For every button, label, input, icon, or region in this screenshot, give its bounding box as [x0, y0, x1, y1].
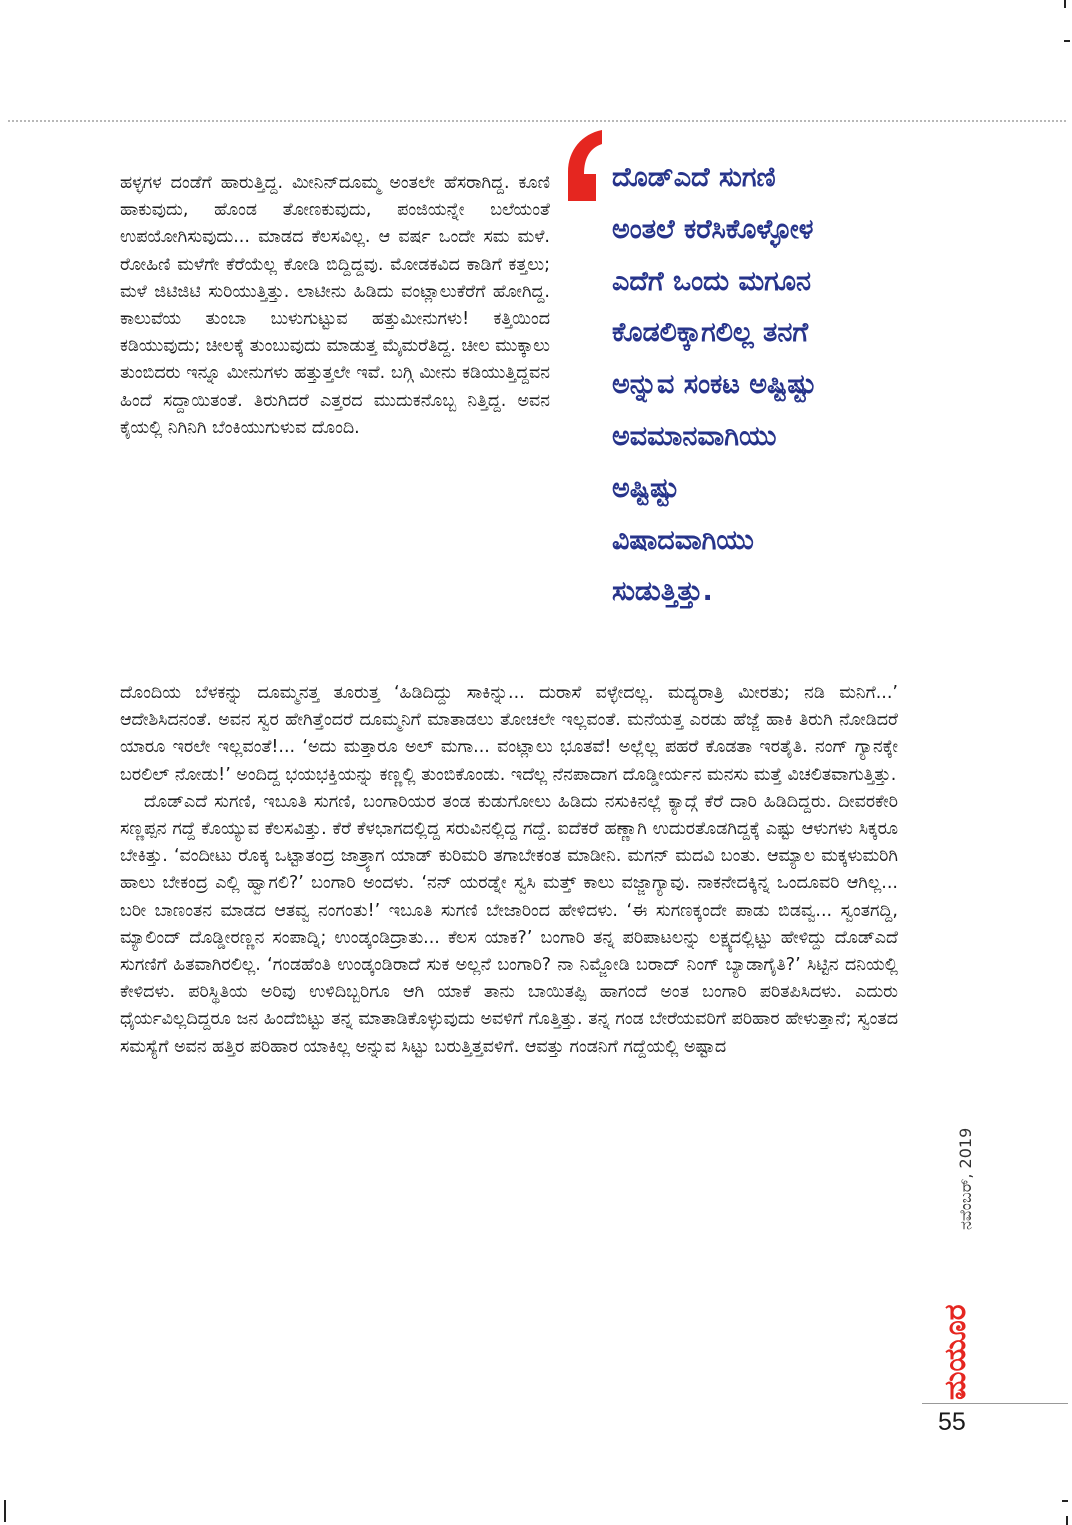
article-paragraph: ಹಳ್ಳಗಳ ದಂಡೆಗೆ ಹಾರುತ್ತಿದ್ದ. ಮೀನಿನ್‌ದೂಮ್ಮ ಅಂತಲೇ ಹೆಸರಾಗಿದ್ದ. ಕೂಣಿ ಹಾಕುವುದು, ಹೊಂಡ ತೋಣಕುವುದು, ಪಂಜಿಯನ್ನೇ ಬಲೆಯಂತೆ ಉಪಯೋಗಿಸುವುದು... ಮಾಡದ ಕೆಲಸವಿಲ್ಲ. ಆ ವರ್ಷ ಒಂದೇ ಸಮ ಮಳೆ. ರೋಹಿಣಿ ಮಳೆಗೇ ಕೆರೆಯೆಲ್ಲ ಕೋಡಿ ಬಿದ್ದಿದ್ದವು. ಮೋಡಕವಿದ ಕಾಡಿಗೆ ಕತ್ತಲು; ಮಳೆ ಜಿಟಿಜಿಟಿ ಸುರಿಯುತ್ತಿತ್ತು. ಲಾಟೀನು ಹಿಡಿದು ವಂಟ್ಲಾಲುಕೆರೆಗೆ ಹೋಗಿದ್ದ. ಕಾಲುವೆಯ ತುಂಬಾ ಬುಳುಗುಟ್ಟುವ ಹತ್ತುಮೀನುಗಳು! ಕತ್ತಿಯಿಂದ ಕಡಿಯುವುದು; ಚೀಲಕ್ಕೆ ತುಂಬುವುದು ಮಾಡುತ್ತ ಮೈಮರೆತಿದ್ದ. ಚೀಲ ಮುಕ್ಕಾಲು ತುಂಬಿದರು ಇನ್ನೂ ಮೀನುಗಳು ಹತ್ತುತ್ತಲೇ ಇವೆ. ಬಗ್ಗಿ ಮೀನು ಕಡಿಯುತ್ತಿದ್ದವನ ಹಿಂದೆ ಸದ್ದಾಯಿತಂತೆ. ತಿರುಗಿದರೆ ಎತ್ತರದ ಮುದುಕನೊಬ್ಬ ನಿತ್ತಿದ್ದ. ಅವನ ಕೈಯಲ್ಲಿ ನಿಗಿನಿಗಿ ಬೆಂಕಿಯುಗುಳುವ ದೊಂದಿ. [120, 173, 550, 438]
crop-mark [1066, 1516, 1068, 1525]
pull-quote [612, 152, 942, 618]
page-number: 55 [938, 1408, 966, 1436]
quote-mark-icon [562, 128, 604, 203]
crop-mark [1064, 0, 1066, 8]
crop-mark [4, 1500, 6, 1522]
article-body [120, 680, 898, 1061]
pull-quote-line: ಅಂತಲೆ ಕರೆಸಿಕೊಳ್ಳೋಳ [612, 213, 814, 245]
page-number-rule [922, 1403, 1068, 1404]
article-paragraph: ದೊಂದಿಯ ಬೆಳಕನ್ನು ದೂಮ್ಮನತ್ತ ತೂರುತ್ತ ‘ಹಿಡಿದಿದ್ದು ಸಾಕಿನ್ನು... ದುರಾಸೆ ವಳ್ಳೇದಲ್ಲ. ಮದ್ಯರಾತ್ರಿ ಮೀರತು; ನಡಿ ಮನಿಗೆ...’ ಆದೇಶಿಸಿದನಂತೆ. ಅವನ ಸ್ವರ ಹೇಗಿತ್ತೆಂದರೆ ದೂಮ್ಮನಿಗೆ ಮಾತಾಡಲು ತೋಚಲೇ ಇಲ್ಲವಂತೆ. ಮನೆಯತ್ತ ಎರಡು ಹೆಜ್ಜೆ ಹಾಕಿ ತಿರುಗಿ ನೋಡಿದರೆ ಯಾರೂ ಇರಲೇ ಇಲ್ಲವಂತೆ!... ‘ಅದು ಮತ್ತಾರೂ ಅಲ್ ಮಗಾ... ವಂಟ್ಲಾಲು ಭೂತವೆ! ಅಲ್ಲೆಲ್ಲ ಪಹರೆ ಕೊಡತಾ ಇರತೈತಿ. ನಂಗ್ ಗ್ಯಾನಕ್ಕೇ ಬರಲಿಲ್ ನೋಡು!’ ಅಂದಿದ್ದ ಭಯಭಕ್ತಿಯನ್ನು ಕಣ್ಣಲ್ಲಿ ತುಂಬಿಕೊಂಡು. ಇದೆಲ್ಲ ನೆನಪಾದಾಗ ದೊಡ್ಡೀರ್ಯನ ಮನಸು ಮತ್ತೆ ವಿಚಲಿತವಾಗುತ್ತಿತ್ತು. [120, 683, 898, 785]
magazine-logo: ಮಯೂರ [938, 1304, 973, 1400]
article-paragraph: ದೊಡ್‌ಎದೆ ಸುಗಣಿ, ಇಬೂತಿ ಸುಗಣಿ, ಬಂಗಾರಿಯರ ತಂಡ ಕುಡುಗೋಲು ಹಿಡಿದು ನಸುಕಿನಲ್ಲೆ ಕ್ಯಾದ್ಗೆ ಕೆರೆ ದಾರಿ ಹಿಡಿದಿದ್ದರು. ದೀವರಕೇರಿ ಸಣ್ಣಪ್ಪನ ಗದ್ದೆ ಕೊಯ್ಯುವ ಕೆಲಸವಿತ್ತು. ಕೆರೆ ಕೆಳಭಾಗದಲ್ಲಿದ್ದ ಸರುವಿನಲ್ಲಿದ್ದ ಗದ್ದೆ. ಐದೆಕರೆ ಹಣ್ಣಾಗಿ ಉದುರತೊಡಗಿದ್ದಕ್ಕೆ ಎಷ್ಟು ಆಳುಗಳು ಸಿಕ್ಕರೂ ಬೇಕಿತ್ತು. ‘ವಂದೀಟು ರೊಕ್ಕ ಒಟ್ಟಾತಂದ್ರ ಜಾತ್ರ್ಯಾಗ ಯಾಡ್ ಕುರಿಮರಿ ತಗಾಬೇಕಂತ ಮಾಡೀನಿ. ಮಗನ್ ಮದವಿ ಬಂತು. ಆಮ್ಯಾಲ ಮಕ್ಕಳುಮರಿಗಿ ಹಾಲು ಬೇಕಂದ್ರ ಎಲ್ಲಿ ಹ್ವಾಗಲಿ?’ ಬಂಗಾರಿ ಅಂದಳು. ‘ನನ್ ಯರಡ್ನೇ ಸ್ವಸಿ ಮತ್ತ್ ಕಾಲು ವಜ್ಜಾಗ್ಯಾವು. ನಾಕನೇದಕ್ಕಿನ್ನ ಒಂದೂವರಿ ಆಗಿಲ್ಲ... ಬರೀ ಬಾಣಂತನ ಮಾಡದ ಆತವ್ವ ನಂಗಂತು!’ ಇಬೂತಿ ಸುಗಣಿ ಬೇಜಾರಿಂದ ಹೇಳಿದಳು. ‘ಈ ಸುಗಣಕ್ಕಂದೇ ಪಾಡು ಬಿಡವ್ವ... ಸ್ವಂತಗದ್ದಿ, ಮ್ಯಾಲಿಂದ್ ದೊಡ್ಡೀರಣ್ಣನ ಸಂಪಾದ್ನಿ; ಉಂಡ್ಕಂಡಿದ್ರಾತು... ಕೆಲಸ ಯಾಕ?’ ಬಂಗಾರಿ ತನ್ನ ಪರಿಪಾಟಲನ್ನು ಲಕ್ಷ್ಯದಲ್ಲಿಟ್ಟು ಹೇಳಿದ್ದು ದೊಡ್‌ಎದೆ ಸುಗಣಿಗೆ ಹಿತವಾಗಿರಲಿಲ್ಲ. ‘ಗಂಡಹೆಂತಿ ಉಂಡ್ಕಂಡಿರಾದೆ ಸುಕ ಅಲ್ಲನೆ ಬಂಗಾರಿ? ನಾ ನಿಮ್ಜೋಡಿ ಬರಾದ್ ನಿಂಗ್ ಬ್ಯಾಡಾಗೈತಿ?’ ಸಿಟ್ಟಿನ ದನಿಯಲ್ಲಿ ಕೇಳಿದಳು. ಪರಿಸ್ಥಿತಿಯ ಅರಿವು ಉಳಿದಿಬ್ಬರಿಗೂ ಆಗಿ ಯಾಕೆ ತಾನು ಬಾಯಿತಪ್ಪಿ ಹಾಗಂದೆ ಅಂತ ಬಂಗಾರಿ ಪರಿತಪಿಸಿದಳು. ಎದುರು ಧೈರ್ಯವಿಲ್ಲದಿದ್ದರೂ ಜನ ಹಿಂದೆಬಿಟ್ಟು ತನ್ನ ಮಾತಾಡಿಕೊಳ್ಳುವುದು ಅವಳಿಗೆ ಗೊತ್ತಿತ್ತು. ತನ್ನ ಗಂಡ ಬೇರೆಯವರಿಗೆ ಪರಿಹಾರ ಹೇಳುತ್ತಾನೆ; ಸ್ವಂತದ ಸಮಸ್ಯೆಗೆ ಅವನ ಹತ್ತಿರ ಪರಿಹಾರ ಯಾಕಿಲ್ಲ ಅನ್ನುವ ಸಿಟ್ಟು ಬರುತ್ತಿತ್ತವಳಿಗೆ. ಆವತ್ತು ಗಂಡನಿಗೆ ಗದ್ದೆಯಲ್ಲಿ ಅಷ್ಟಾದ [120, 791, 898, 1057]
article-column [120, 170, 550, 442]
pull-quote-line: ಎದೆಗೆ ಒಂದು ಮಗೂನ [612, 265, 811, 297]
pull-quote-line: ಕೊಡಲಿಕ್ಕಾಗಲಿಲ್ಲ ತನಗೆ [612, 317, 809, 349]
pull-quote-line: ವಿಷಾದವಾಗಿಯು [612, 524, 754, 556]
pull-quote-line: ಸುಡುತ್ತಿತ್ತು. [612, 576, 713, 608]
pull-quote-line: ಅವಮಾನವಾಗಿಯು [612, 420, 777, 452]
pull-quote-line: ಅನ್ನುವ ಸಂಕಟ ಅಷ್ಟಿಷ್ಟು [612, 369, 817, 401]
pull-quote-line: ದೊಡ್‌ಎದೆ ಸುಗಣಿ [612, 162, 776, 193]
dotted-separator [8, 120, 1066, 122]
issue-date: ನವೆಂಬರ್, 2019 [956, 1127, 975, 1230]
crop-mark [1062, 1500, 1068, 1502]
pull-quote-line: ಅಷ್ಟಿಷ್ಟು [612, 472, 679, 504]
crop-mark [1064, 40, 1070, 42]
